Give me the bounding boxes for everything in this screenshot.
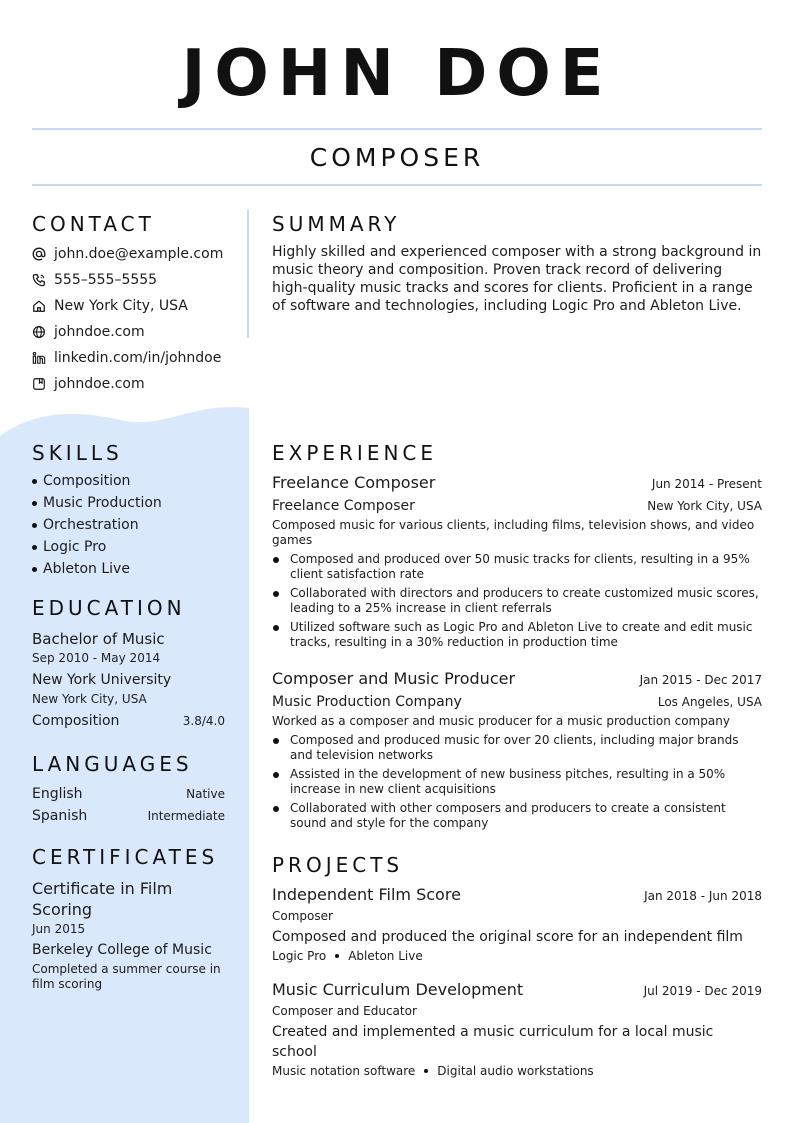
- skills-heading: SKILLS: [32, 441, 123, 465]
- candidate-name: JOHN DOE: [181, 37, 613, 111]
- phone-icon: [32, 273, 46, 287]
- header-rule-bottom: [32, 184, 762, 186]
- certificate-name: Certificate in Film Scoring: [32, 879, 173, 919]
- bullet-icon: [273, 591, 279, 597]
- certificate-desc: Completed a summer course in film scoring: [32, 962, 221, 991]
- education-dates: Sep 2010 - May 2014: [32, 651, 161, 665]
- project-tool: Digital audio workstations: [437, 1064, 594, 1078]
- bullet-icon: [32, 501, 37, 506]
- contact-website[interactable]: [32, 319, 225, 345]
- job-title: COMPOSER: [309, 143, 485, 172]
- summary-text: Highly skilled and experienced composer with a strong background in music theory and composition. Proven track record of delivering high-quality music tracks and scores for clients. Proficient in a range of software and technologies, including Logic Pro and Ableton Live.: [272, 244, 762, 314]
- skill-label: Orchestration: [43, 517, 139, 533]
- languages-list: [32, 783, 225, 827]
- project-tools: [272, 1062, 762, 1080]
- contact-location: [32, 293, 225, 319]
- project-tool: Logic Pro: [272, 949, 327, 963]
- project-role: Composer and Educator: [272, 1004, 417, 1018]
- language-level: Intermediate: [147, 809, 225, 823]
- project-desc: Created and implemented a music curriculum for a local music school: [272, 1024, 714, 1060]
- job-bullets: [272, 552, 762, 650]
- list-item: [32, 470, 225, 492]
- project-entry: [272, 884, 762, 965]
- at-icon: [32, 247, 46, 261]
- job-bullets: [272, 733, 762, 831]
- project-dates: Jan 2018 - Jun 2018: [644, 889, 762, 903]
- bullet-icon: [32, 523, 37, 528]
- contact-portfolio[interactable]: [32, 371, 225, 397]
- bullet-text: Utilized software such as Logic Pro and Ableton Live to create and edit music tracks, resulting in a 30% reduction in production time: [290, 620, 753, 649]
- contact-section: [32, 211, 225, 397]
- project-tool: Ableton Live: [348, 949, 423, 963]
- experience-section: [272, 440, 762, 835]
- bullet-text: Composed and produced over 50 music tracks for clients, resulting in a 95% client satisfaction rate: [290, 552, 750, 581]
- list-item: [32, 492, 225, 514]
- list-item: [272, 733, 762, 763]
- bullet-icon: [273, 772, 279, 778]
- job-entry-location: New York City, USA: [647, 499, 762, 513]
- experience-heading: EXPERIENCE: [272, 441, 438, 465]
- job-entry-company: Music Production Company: [272, 694, 462, 710]
- contact-linkedin[interactable]: [32, 345, 225, 371]
- education-field: Composition: [32, 713, 120, 729]
- contact-list: [32, 241, 225, 397]
- education-school: New York University: [32, 672, 172, 688]
- project-title: Music Curriculum Development: [272, 980, 524, 999]
- column-divider: [247, 210, 249, 338]
- projects-section: [272, 852, 762, 1080]
- skill-label: Composition: [43, 473, 131, 489]
- language-row: [32, 783, 225, 805]
- bullet-text: Collaborated with directors and producers to create customized music scores, leading to a 25% increase in client referrals: [290, 586, 759, 615]
- contact-location-text: New York City, USA: [54, 298, 188, 314]
- education-gpa: 3.8/4.0: [182, 714, 225, 728]
- bullet-icon: [273, 625, 279, 631]
- education-field-row: [32, 710, 225, 732]
- contact-linkedin-text: linkedin.com/in/johndoe: [54, 350, 222, 366]
- bullet-text: Assisted in the development of new business pitches, resulting in a 50% increase in new client acquisitions: [290, 767, 726, 796]
- summary-section: [272, 211, 762, 315]
- project-dates: Jul 2019 - Dec 2019: [643, 984, 762, 998]
- job-entry-title: Composer and Music Producer: [272, 669, 516, 688]
- list-item: [32, 514, 225, 536]
- bullet-text: Collaborated with other composers and producers to create a consistent sound and style for the company: [290, 801, 726, 830]
- contact-email-text: john.doe@example.com: [54, 246, 224, 262]
- projects-heading: PROJECTS: [272, 853, 404, 877]
- project-tool: Music notation software: [272, 1064, 416, 1078]
- languages-section: [32, 751, 225, 827]
- contact-portfolio-text: johndoe.com: [54, 376, 145, 392]
- project-entry: [272, 979, 762, 1080]
- job-entry-desc: Worked as a composer and music producer for a music production company: [272, 714, 730, 728]
- language-row: [32, 805, 225, 827]
- education-location: New York City, USA: [32, 692, 147, 706]
- list-item: [272, 767, 762, 797]
- education-section: [32, 595, 225, 732]
- contact-phone[interactable]: [32, 267, 225, 293]
- bullet-text: Composed and produced music for over 20 clients, including major brands and television networks: [290, 733, 739, 762]
- education-degree: Bachelor of Music: [32, 630, 165, 648]
- job-entry-desc: Composed music for various clients, including films, television shows, and video games: [272, 518, 755, 547]
- project-role: Composer: [272, 909, 333, 923]
- job-entry-dates: Jun 2014 - Present: [651, 477, 762, 491]
- linkedin-icon: [32, 351, 46, 365]
- project-tools: [272, 947, 762, 965]
- list-item: [272, 620, 762, 650]
- contact-email[interactable]: [32, 241, 225, 267]
- language-name: Spanish: [32, 808, 88, 824]
- bullet-icon: [32, 545, 37, 550]
- bullet-icon: [273, 557, 279, 563]
- skills-list: [32, 470, 225, 580]
- job-entry: [272, 668, 762, 831]
- list-item: [272, 586, 762, 616]
- skill-label: Logic Pro: [43, 539, 107, 555]
- job-entry-location: Los Angeles, USA: [657, 695, 762, 709]
- job-entry-dates: Jan 2015 - Dec 2017: [639, 673, 762, 687]
- bullet-icon: [32, 479, 37, 484]
- job-entry-title: Freelance Composer: [272, 473, 436, 492]
- list-item: [32, 558, 225, 580]
- bullet-icon: [273, 738, 279, 744]
- language-level: Native: [186, 787, 225, 801]
- certificate-date: Jun 2015: [32, 922, 86, 936]
- job-entry-company: Freelance Composer: [272, 498, 415, 514]
- contact-heading: CONTACT: [32, 212, 155, 236]
- project-title: Independent Film Score: [272, 885, 461, 904]
- education-heading: EDUCATION: [32, 596, 186, 620]
- project-desc: Composed and produced the original score for an independent film: [272, 929, 743, 945]
- list-item: [272, 552, 762, 582]
- bullet-icon: [335, 954, 339, 958]
- bullet-icon: [273, 806, 279, 812]
- header-rule-top: [32, 128, 762, 130]
- contact-website-text: johndoe.com: [54, 324, 145, 340]
- skill-label: Music Production: [43, 495, 162, 511]
- skill-label: Ableton Live: [43, 561, 130, 577]
- certificates-heading: CERTIFICATES: [32, 845, 219, 869]
- bookmark-icon: [32, 377, 46, 391]
- bullet-icon: [424, 1069, 428, 1073]
- contact-phone-text: 555–555–5555: [54, 272, 158, 288]
- home-icon: [32, 299, 46, 313]
- list-item: [272, 801, 762, 831]
- bullet-icon: [32, 567, 37, 572]
- certificates-section: [32, 844, 225, 992]
- certificate-org: Berkeley College of Music: [32, 942, 212, 958]
- globe-icon: [32, 325, 46, 339]
- language-name: English: [32, 786, 83, 802]
- skills-section: [32, 440, 225, 580]
- list-item: [32, 536, 225, 558]
- job-entry: [272, 472, 762, 650]
- languages-heading: LANGUAGES: [32, 752, 193, 776]
- summary-heading: SUMMARY: [272, 212, 401, 236]
